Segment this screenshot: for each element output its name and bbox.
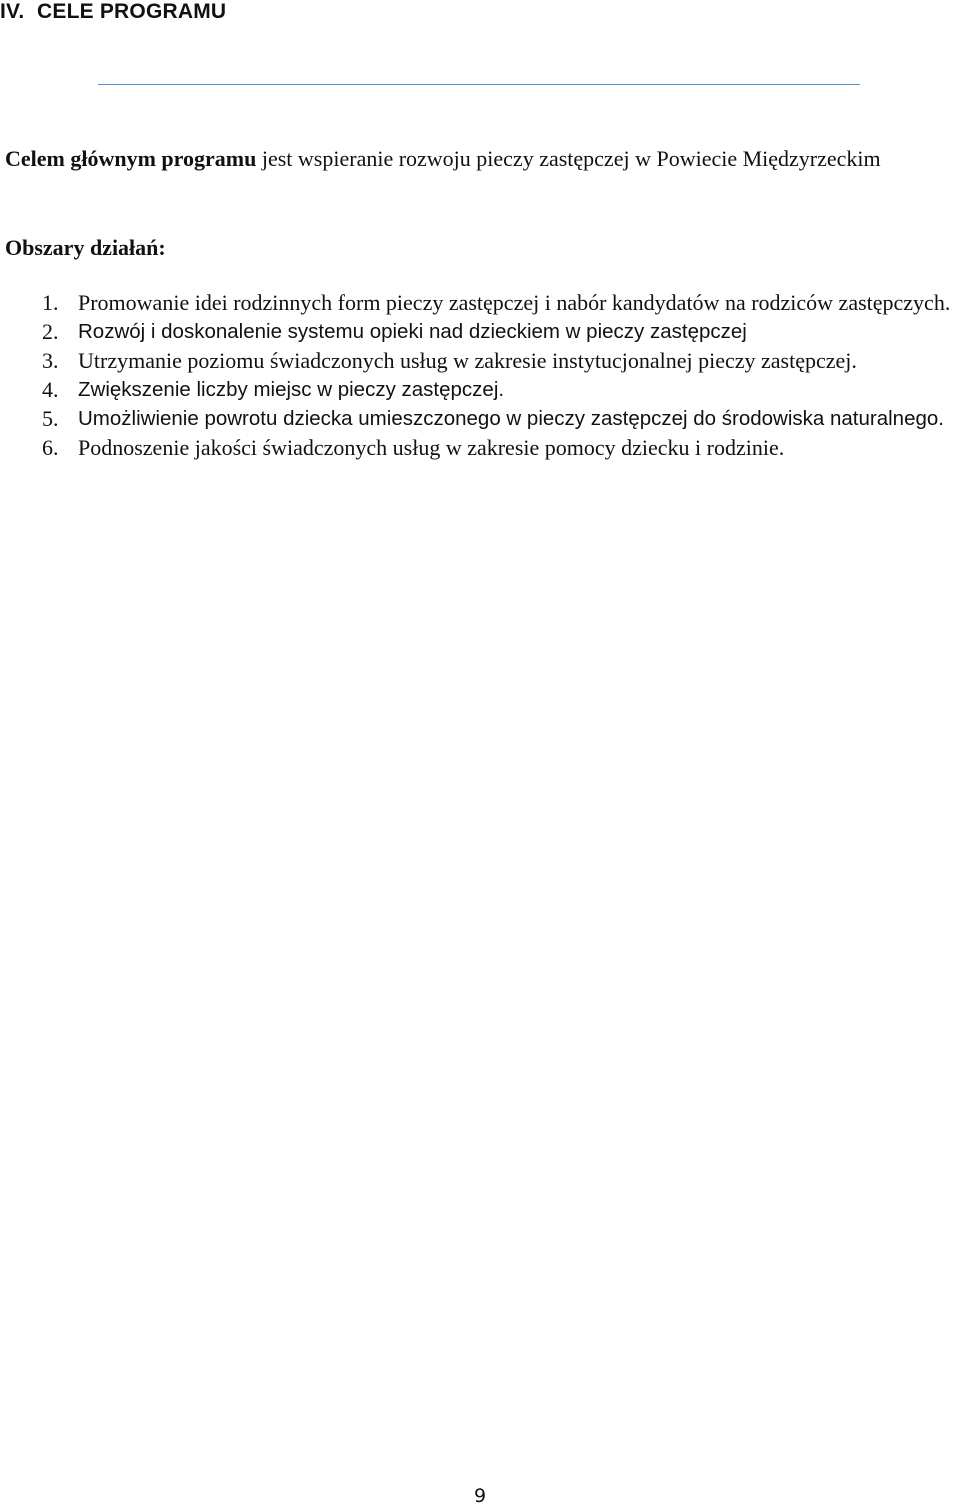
goal-item-3 (42, 346, 956, 375)
section-title: CELE PROGRAMU (37, 0, 227, 23)
goal-marker: 4. (42, 377, 59, 402)
goal-text: Podnoszenie jakości świadczonych usług w zakresie pomocy dziecku i rodzinie. (78, 435, 785, 460)
goal-item-2 (42, 317, 956, 346)
goals-list (42, 288, 956, 462)
horizontal-rule (98, 84, 860, 85)
section-heading (0, 0, 226, 24)
goal-marker: 3. (42, 348, 59, 373)
intro-lead: Celem głównym programu (5, 146, 257, 171)
goal-marker: 6. (42, 435, 59, 460)
goal-text: Zwiększenie liczby miejsc w pieczy zastępczej. (78, 378, 505, 401)
goal-item-1 (42, 288, 956, 317)
goal-marker: 5. (42, 406, 59, 431)
goal-text: Utrzymanie poziomu świadczonych usług w zakresie instytucjonalnej pieczy zastępczej. (78, 348, 857, 373)
goal-text: Promowanie idei rodzinnych form pieczy zastępczej i nabór kandydatów na rodziców zastępczych. (78, 290, 951, 315)
intro-rest: jest wspieranie rozwoju pieczy zastępczej w Powiecie Międzyrzeckim (256, 146, 881, 171)
goal-marker: 1. (42, 290, 59, 315)
areas-label: Obszary działań: (5, 235, 166, 260)
goal-item-5 (42, 404, 956, 433)
intro-paragraph (5, 144, 956, 173)
goal-item-4 (42, 375, 956, 404)
goal-marker: 2. (42, 319, 59, 344)
goal-item-6 (42, 433, 956, 462)
section-number: IV. (0, 0, 25, 23)
page-number: 9 (473, 1485, 487, 1507)
goal-text: Umożliwienie powrotu dziecka umieszczonego w pieczy zastępczej do środowiska naturalnego. (78, 407, 944, 430)
goal-text: Rozwój i doskonalenie systemu opieki nad dzieckiem w pieczy zastępczej (78, 320, 747, 343)
